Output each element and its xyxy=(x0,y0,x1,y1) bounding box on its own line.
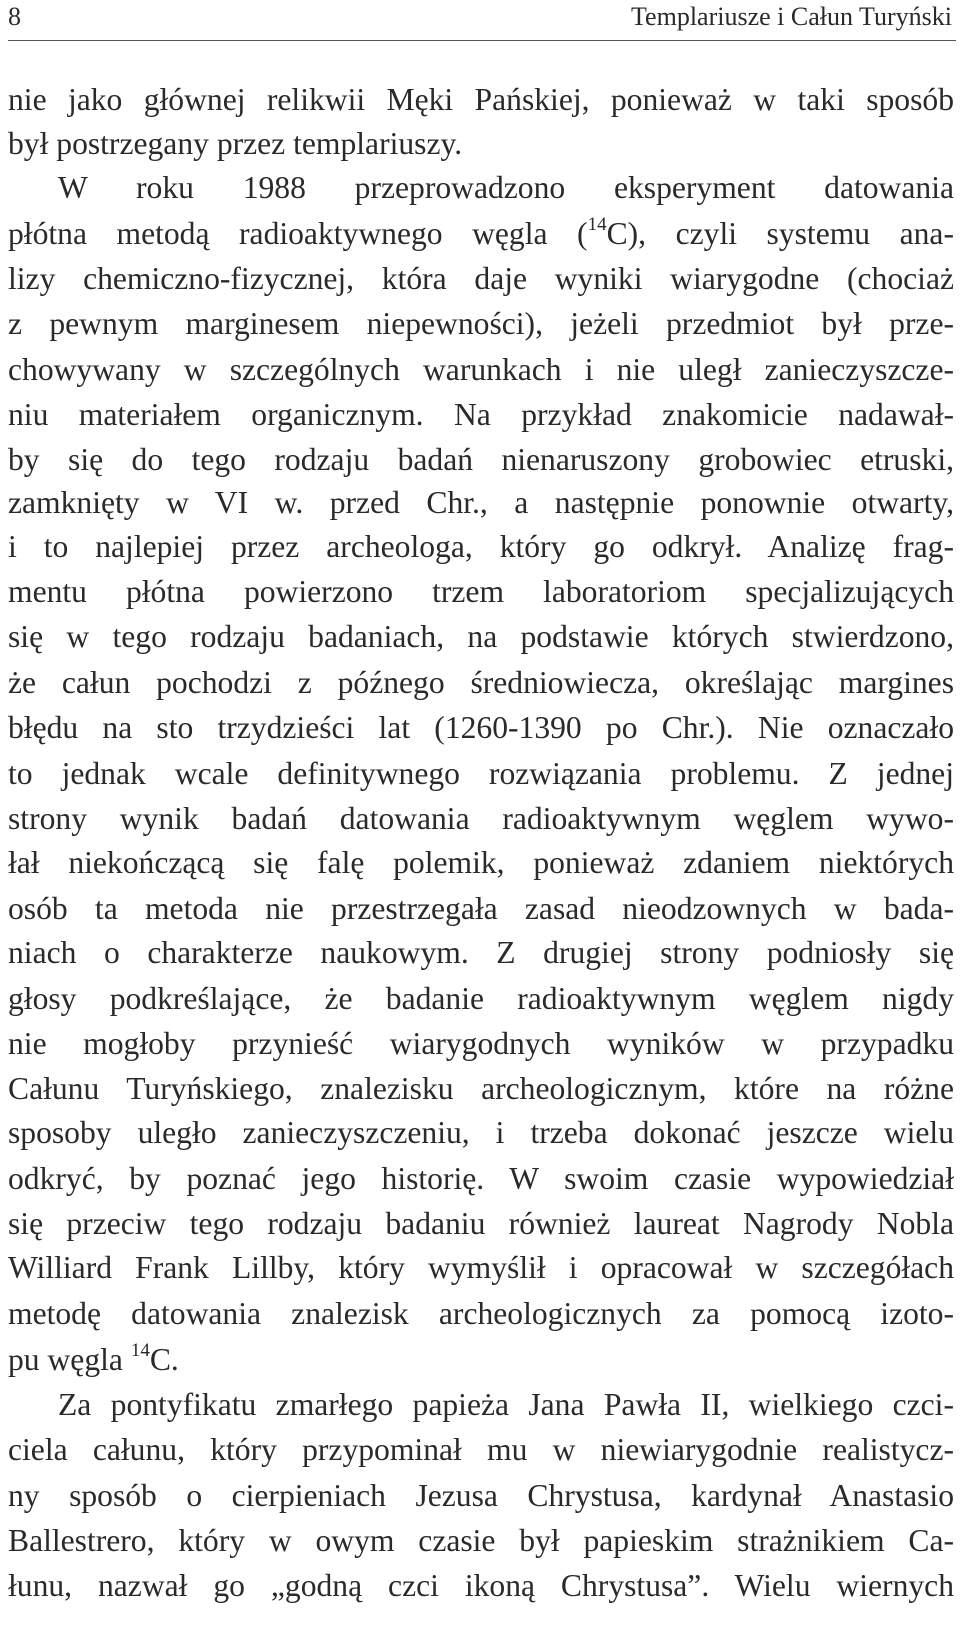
text-line: odkryć, by poznać jego historię. W swoim czasie wypowiedział xyxy=(8,1161,954,1196)
text-segment: płótna metodą radioaktywnego węgla ( xyxy=(8,216,588,251)
text-line: Całunu Turyńskiego, znalezisku archeologicznym, które na różne xyxy=(8,1071,954,1106)
text-line: Williard Frank Lillby, który wymyślił i opracował w szczegółach xyxy=(8,1250,954,1285)
text-line: Ballestrero, który w owym czasie był papieskim strażnikiem Ca- xyxy=(8,1523,954,1558)
text-line: ny sposób o cierpieniach Jezusa Chrystusa, kardynał Anastasio xyxy=(8,1478,954,1513)
text-line: to jednak wcale definitywnego rozwiązania problemu. Z jednej xyxy=(8,756,954,791)
text-line: by się do tego rodzaju badań nienaruszony grobowiec etruski, xyxy=(8,442,954,477)
text-line: się przeciw tego rodzaju badaniu również laureat Nagrody Nobla xyxy=(8,1206,954,1241)
text-line: był postrzegany przez templariuszy. xyxy=(8,126,463,161)
page-header xyxy=(8,0,956,41)
superscript: 14 xyxy=(130,1340,150,1362)
text-line: niu materiałem organicznym. Na przykład znakomicie nadawał- xyxy=(8,397,954,432)
text-line: Za pontyfikatu zmarłego papieża Jana Pawła II, wielkiego czci- xyxy=(58,1387,954,1422)
text-line: zamknięty w VI w. przed Chr., a następnie ponownie otwarty, xyxy=(8,485,954,520)
text-line: nie mogłoby przynieść wiarygodnych wyników w przypadku xyxy=(8,1026,954,1061)
text-line: i to najlepiej przez archeologa, który go odkrył. Analizę frag- xyxy=(8,529,954,564)
text-line: niach o charakterze naukowym. Z drugiej strony podniosły się xyxy=(8,935,954,970)
text-segment: pu węgla xyxy=(8,1342,131,1377)
text-line: osób ta metoda nie przestrzegała zasad nieodzownych w bada- xyxy=(8,891,954,926)
superscript: 14 xyxy=(587,214,607,236)
text-line: błędu na sto trzydzieści lat (1260-1390 po Chr.). Nie oznaczało xyxy=(8,710,954,745)
text-line: mentu płótna powierzono trzem laboratoriom specjalizujących xyxy=(8,574,954,609)
running-title: Templariusze i Całun Turyński xyxy=(630,2,952,31)
text-line: strony wynik badań datowania radioaktywnym węglem wywo- xyxy=(8,801,954,836)
text-line: nie jako głównej relikwii Męki Pańskiej, ponieważ w taki sposób xyxy=(8,82,954,117)
text-line: łał niekończącą się falę polemik, ponieważ zdaniem niektórych xyxy=(8,845,954,880)
text-line xyxy=(8,211,954,257)
text-line: W roku 1988 przeprowadzono eksperyment datowania xyxy=(58,170,954,205)
text-line: lizy chemiczno-fizycznej, która daje wyniki wiarygodne (chociaż xyxy=(8,261,954,296)
text-line xyxy=(8,1337,954,1383)
text-line: ciela całunu, który przypominał mu w niewiarygodnie realistycz- xyxy=(8,1432,954,1467)
text-line: metodę datowania znalezisk archeologicznych za pomocą izoto- xyxy=(8,1296,954,1331)
text-line: że całun pochodzi z późnego średniowiecza, określając margines xyxy=(8,665,954,700)
page-number: 8 xyxy=(8,2,21,31)
text-line: się w tego rodzaju badaniach, na podstawie których stwierdzono, xyxy=(8,619,954,654)
text-line: chowywany w szczególnych warunkach i nie uległ zanieczyszcze- xyxy=(8,352,954,387)
text-line: łunu, nazwał go „godną czci ikoną Chrystusa”. Wielu wiernych xyxy=(8,1568,954,1603)
text-line: z pewnym marginesem niepewności), jeżeli przedmiot był prze- xyxy=(8,306,954,341)
text-segment: C), czyli systemu ana- xyxy=(606,216,954,251)
text-line: sposoby uległo zanieczyszczeniu, i trzeba dokonać jeszcze wielu xyxy=(8,1115,954,1150)
text-line: głosy podkreślające, że badanie radioaktywnym węglem nigdy xyxy=(8,981,954,1016)
text-segment: C. xyxy=(149,1342,179,1377)
